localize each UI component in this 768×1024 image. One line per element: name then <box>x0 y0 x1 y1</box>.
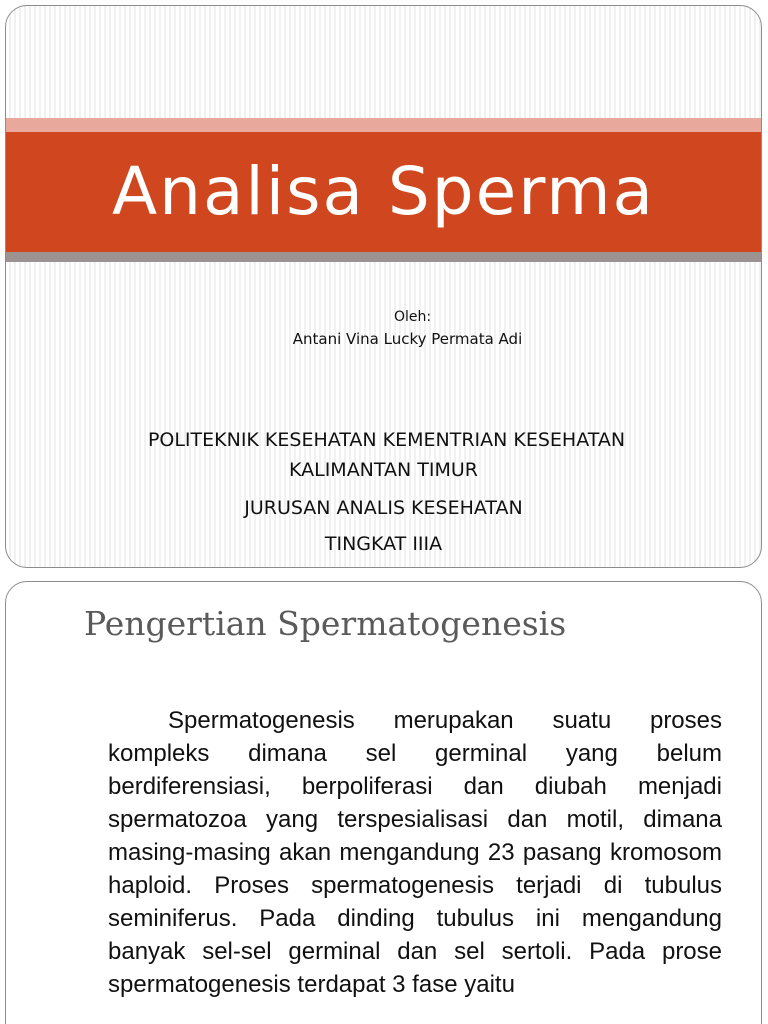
grade-level: TINGKAT IIIA <box>324 533 443 555</box>
title-band-top-stripe <box>6 118 761 132</box>
institution-name: POLITEKNIK KESEHATAN KEMENTRIAN KESEHATAN <box>147 429 626 451</box>
author-block <box>6 306 761 350</box>
slide-1[interactable] <box>5 5 762 568</box>
title-band-bottom-stripe <box>6 252 761 262</box>
slide-2-title: Pengertian Spermatogenesis <box>84 604 567 643</box>
slide-1-title: Analisa Sperma <box>111 153 655 230</box>
department-name: JURUSAN ANALIS KESEHATAN <box>244 497 523 519</box>
slide-2[interactable] <box>5 581 762 1024</box>
author-name: Antani Vina Lucky Permata Adi <box>292 330 523 348</box>
slide-2-body: Spermatogenesis merupakan suatu proses kompleks dimana sel germinal yang belum berdiferensiasi, berpoliferasi dan diubah menjadi spermatozoa yang terspesialisasi dan motil, dimana masing-masing akan mengandung 23 pasang kromosom haploid. Proses spermatogenesis terjadi di tubulus seminiferus. Pada dinding tubulus ini mengandung banyak sel-sel germinal dan sel sertoli. Pada prose spermatogenesis terdapat 3 fase yaitu <box>108 707 722 998</box>
author-label: Oleh: <box>393 309 432 325</box>
institution-region: KALIMANTAN TIMUR <box>288 459 478 481</box>
institution-block <box>6 425 761 559</box>
